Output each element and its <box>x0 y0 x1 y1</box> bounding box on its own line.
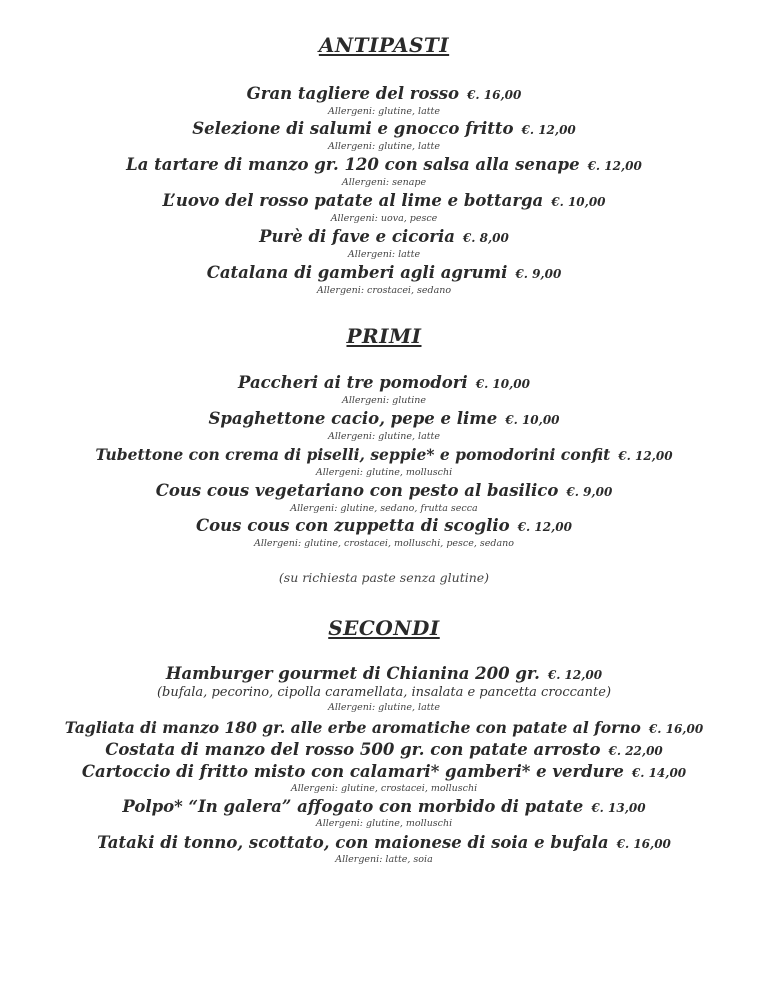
dish-allergens: Allergeni: glutine, latte <box>327 702 440 713</box>
menu-item <box>0 797 768 818</box>
dish-name: Tagliata di manzo 180 gr. alle erbe aromatiche con patate al forno <box>64 718 641 737</box>
dish-price: €. 22,00 <box>608 744 663 758</box>
dish-name: Tubettone con crema di piselli, seppie* e pomodorini confit <box>95 445 611 464</box>
allergen-line <box>0 106 768 117</box>
description-line <box>0 685 768 700</box>
menu-item <box>0 155 768 176</box>
dish-price: €. 9,00 <box>566 485 613 499</box>
allergen-line <box>0 213 768 224</box>
section-title: ANTIPASTI <box>318 33 450 57</box>
dish-name: Paccheri ai tre pomodori <box>237 373 468 392</box>
dish-allergens: Allergeni: glutine, sedano, frutta secca <box>290 503 478 514</box>
dish-allergens: Allergeni: senape <box>341 177 427 188</box>
dish-price: €. 14,00 <box>631 766 687 780</box>
dish-name: L’uovo del rosso patate al lime e bottarga <box>162 191 544 210</box>
dish-name: Gran tagliere del rosso <box>246 84 460 103</box>
dish-price: €. 12,00 <box>618 449 673 463</box>
dish-allergens: Allergeni: latte, soia <box>335 854 433 865</box>
dish-name: Cous cous con zuppetta di scoglio <box>196 516 510 535</box>
allergen-line <box>0 467 768 478</box>
dish-allergens: Allergeni: crostacei, sedano <box>316 285 452 296</box>
allergen-line <box>0 702 768 713</box>
allergen-line <box>0 285 768 296</box>
dish-allergens: Allergeni: glutine, crostacei, molluschi, pesce, sedano <box>254 538 514 549</box>
section-secondi <box>0 617 768 639</box>
menu-item <box>0 227 768 248</box>
dish-allergens: Allergeni: uova, pesce <box>330 213 438 224</box>
allergen-line <box>0 854 768 865</box>
dish-price: €. 16,00 <box>648 722 704 736</box>
dish-price: €. 16,00 <box>616 837 671 851</box>
menu-item <box>0 84 768 105</box>
dish-name: Cous cous vegetariano con pesto al basilico <box>155 481 559 500</box>
menu-item <box>0 119 768 140</box>
dish-name: Costata di manzo del rosso 500 gr. con patate arrosto <box>105 740 601 759</box>
dish-name: Selezione di salumi e gnocco fritto <box>192 119 514 138</box>
menu-item <box>0 664 768 685</box>
section-antipasti <box>0 34 768 56</box>
menu-item <box>0 263 768 284</box>
allergen-line <box>0 503 768 514</box>
dish-name: Tataki di tonno, scottato, con maionese di soia e bufala <box>97 833 609 852</box>
dish-name: Hamburger gourmet di Chianina 200 gr. <box>165 664 540 683</box>
dish-name: Catalana di gamberi agli agrumi <box>206 263 508 282</box>
section-title: PRIMI <box>346 324 422 348</box>
menu-item <box>0 762 768 783</box>
allergen-line <box>0 141 768 152</box>
menu-item <box>0 740 768 761</box>
allergen-line <box>0 177 768 188</box>
dish-price: €. 13,00 <box>591 801 646 815</box>
dish-allergens: Allergeni: glutine, molluschi <box>315 818 453 829</box>
dish-name: La tartare di manzo gr. 120 con salsa alla senape <box>126 155 580 174</box>
menu-item <box>0 516 768 537</box>
allergen-line <box>0 783 768 794</box>
dish-price: €. 12,00 <box>517 520 572 534</box>
dish-price: €. 16,00 <box>467 88 522 102</box>
dish-allergens: Allergeni: glutine, latte <box>327 106 440 117</box>
gluten-free-note: (su richiesta paste senza glutine) <box>278 570 490 585</box>
dish-price: €. 10,00 <box>505 413 560 427</box>
dish-description: (bufala, pecorino, cipolla caramellata, insalata e pancetta croccante) <box>156 685 612 700</box>
dish-allergens: Allergeni: glutine <box>341 395 426 406</box>
dish-allergens: Allergeni: glutine, molluschi <box>315 467 453 478</box>
section-primi <box>0 325 768 347</box>
menu-item <box>0 481 768 502</box>
menu-item <box>0 718 768 739</box>
dish-price: €. 12,00 <box>521 123 576 137</box>
section-title: SECONDI <box>328 616 440 640</box>
dish-price: €. 10,00 <box>551 195 606 209</box>
dish-name: Spaghettone cacio, pepe e lime <box>208 409 498 428</box>
dish-name: Polpo* “In galera” affogato con morbido di patate <box>122 797 584 816</box>
allergen-line <box>0 395 768 406</box>
dish-price: €. 10,00 <box>475 377 530 391</box>
dish-allergens: Allergeni: glutine, latte <box>327 431 440 442</box>
allergen-line <box>0 818 768 829</box>
dish-allergens: Allergeni: latte <box>347 249 421 260</box>
menu-item <box>0 373 768 394</box>
dish-price: €. 9,00 <box>515 267 562 281</box>
dish-allergens: Allergeni: glutine, crostacei, molluschi <box>290 783 478 794</box>
allergen-line <box>0 538 768 549</box>
menu-item <box>0 833 768 854</box>
dish-price: €. 8,00 <box>462 231 509 245</box>
dish-allergens: Allergeni: glutine, latte <box>327 141 440 152</box>
menu-item <box>0 445 768 466</box>
gluten-free-note-row <box>0 570 768 585</box>
dish-price: €. 12,00 <box>587 159 642 173</box>
allergen-line <box>0 431 768 442</box>
dish-price: €. 12,00 <box>547 668 603 682</box>
dish-name: Cartoccio di fritto misto con calamari* gamberi* e verdure <box>81 762 624 781</box>
allergen-line <box>0 249 768 260</box>
menu-item <box>0 191 768 212</box>
dish-name: Purè di fave e cicoria <box>259 227 455 246</box>
menu-item <box>0 409 768 430</box>
